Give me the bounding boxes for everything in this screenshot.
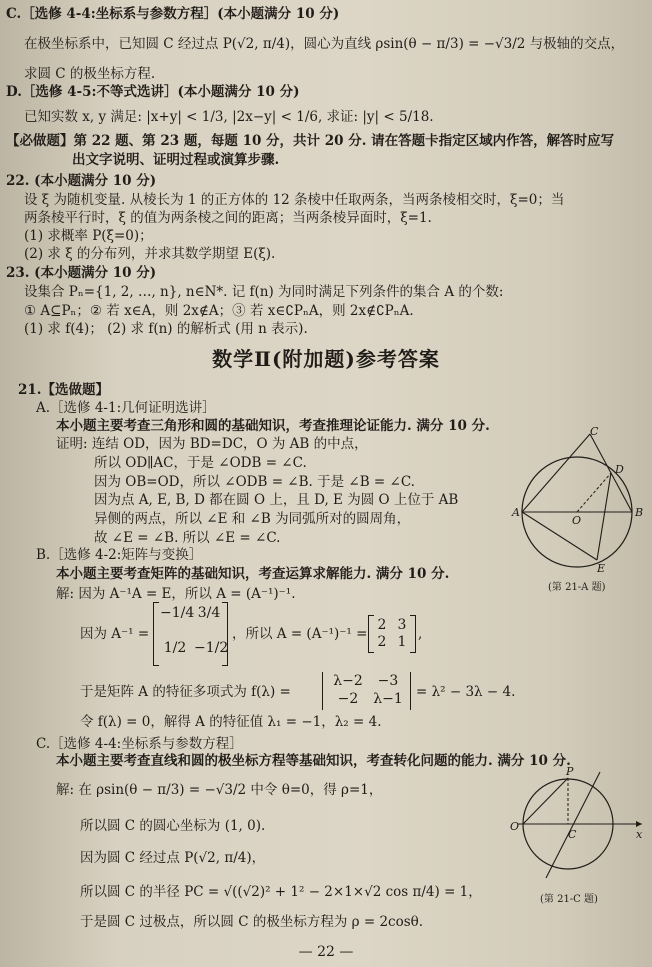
q21c-heading: C.［选修 4-4:坐标系与参数方程］(本小题满分 10 分) xyxy=(6,6,340,22)
matrix-inv-cell-22: −1/2 xyxy=(194,640,229,656)
ans21a-line-5: 异侧的两点，所以 ∠E 和 ∠B 为同弧所对的圆周角， xyxy=(94,511,411,527)
q21d-heading: D.［选修 4-5:不等式选讲］(本小题满分 10 分) xyxy=(6,84,300,100)
ans21c-line-4: 所以圆 C 的半径 PC = √((√2)² + 1² − 2×1×√2 cos π/4) = 1， xyxy=(80,884,482,900)
det-cell-11: λ−2 xyxy=(333,673,363,689)
page-number: — 22 — xyxy=(298,944,354,960)
matrix-inv-cell-21: 1/2 xyxy=(163,640,187,656)
q22-line-4: (2) 求 ξ 的分布列，并求其数学期望 E(ξ). xyxy=(24,246,276,262)
ans21c-line-3: 因为圆 C 经过点 P(√2, π/4)， xyxy=(80,850,266,866)
ans21a-line-4: 因为点 A, E, B, D 都在圆 O 上，且 D, E 为圆 O 上位于 AB xyxy=(94,492,459,508)
ans21b-heading: B.［选修 4-2:矩阵与变换］ xyxy=(36,547,203,563)
fig-a-label-e: E xyxy=(597,562,606,575)
ans21-heading: 21.【选做题】 xyxy=(18,382,109,398)
ans21b-char-poly-result: = λ² − 3λ − 4. xyxy=(416,684,516,700)
matrix-a-cell-11: 2 xyxy=(377,617,387,633)
det-cell-21: −2 xyxy=(337,691,359,707)
q22-line-2: 两条棱平行时，ξ 的值为两条棱之间的距离；当两条棱异面时，ξ=1. xyxy=(24,210,432,226)
q21d-line-1: 已知实数 x, y 满足: |x+y| < 1/3, |2x−y| < 1/6, 求证: |y| < 5/18. xyxy=(24,109,434,125)
q22-line-3: (1) 求概率 P(ξ=0)； xyxy=(24,228,153,244)
det-right-bar xyxy=(410,672,411,710)
q21c-line-1: 在极坐标系中，已知圆 C 经过点 P(√2, π/4)，圆心为直线 ρsin(θ − π/3) = −√3/2 与极轴的交点， xyxy=(24,36,625,52)
matrix-a-cell-22: 1 xyxy=(397,634,407,650)
matrix-a-comma: , xyxy=(418,626,423,642)
q23-heading: 23. (本小题满分 10 分) xyxy=(6,265,157,281)
det-cell-12: −3 xyxy=(377,673,399,689)
ans21c-heading: C.［选修 4-4:坐标系与参数方程］ xyxy=(36,736,243,752)
q23-line-3: (1) 求 f(4)； (2) 求 f(n) 的解析式 (用 n 表示). xyxy=(24,321,308,337)
matrix-a-cell-12: 3 xyxy=(397,617,407,633)
ans21a-line-1: 证明: 连结 OD，因为 BD=DC，O 为 AB 的中点， xyxy=(56,436,368,452)
ans21b-eigenvalues: 令 f(λ) = 0，解得 A 的特征值 λ₁ = −1，λ₂ = 4. xyxy=(80,714,382,730)
q21c-line-2: 求圆 C 的极坐标方程. xyxy=(24,66,156,82)
q23-line-1: 设集合 Pₙ={1, 2, …, n}, n∈N*. 记 f(n) 为同时满足下列条件的集合 A 的个数: xyxy=(24,284,504,300)
fig-a-label-o: O xyxy=(572,514,582,527)
ans21b-line-1: 解: 因为 A⁻¹A = E，所以 A = (A⁻¹)⁻¹. xyxy=(56,586,296,602)
matrix-a-cell-21: 2 xyxy=(377,634,387,650)
ans21c-line-5: 于是圆 C 过极点，所以圆 C 的极坐标方程为 ρ = 2cosθ. xyxy=(80,914,424,930)
matrix-a-right-bracket xyxy=(410,615,416,653)
ans21b-matrix-a-label: ，所以 A = (A⁻¹)⁻¹ = xyxy=(232,626,368,642)
ans21a-line-3: 因为 OB=OD，所以 ∠ODB = ∠B. 于是 ∠B = ∠C. xyxy=(94,474,415,490)
ans21a-intro: 本小题主要考查三角形和圆的基础知识，考查推理论证能力. 满分 10 分. xyxy=(56,418,490,434)
ans21c-intro: 本小题主要考查直线和圆的极坐标方程等基础知识，考查转化问题的能力. 满分 10 分. xyxy=(56,753,571,769)
fig-a-label-a: A xyxy=(512,506,520,519)
fig-a-label-c: C xyxy=(590,425,599,438)
ans21b-intro: 本小题主要考查矩阵的基础知识，考查运算求解能力. 满分 10 分. xyxy=(56,566,450,582)
fig-c-label-c: C xyxy=(568,828,577,841)
figure-21c-geometry xyxy=(508,764,648,886)
ans21a-heading: A.［选修 4-1:几何证明选讲］ xyxy=(36,400,216,416)
ans21a-line-2: 所以 OD∥AC，于是 ∠ODB = ∠C. xyxy=(94,455,307,471)
required-section-line-1: 【必做题】第 22 题、第 23 题，每题 10 分，共计 20 分. 请在答题卡指定区域内作答，解答时应写 xyxy=(6,133,615,149)
q22-heading: 22. (本小题满分 10 分) xyxy=(6,173,157,189)
figure-21c-caption: (第 21-C 题) xyxy=(540,894,598,905)
matrix-inv-cell-11: −1/4 xyxy=(160,605,195,621)
ans21c-line-1: 解: 在 ρsin(θ − π/3) = −√3/2 中令 θ=0，得 ρ=1， xyxy=(56,782,383,798)
ans21a-line-6: 故 ∠E = ∠B. 所以 ∠E = ∠C. xyxy=(94,530,281,546)
figure-21a-caption: (第 21-A 题) xyxy=(548,582,606,593)
det-cell-22: λ−1 xyxy=(373,691,403,707)
q23-line-2: ① A⊆Pₙ；② 若 x∈A，则 2x∉A；③ 若 x∈∁PₙA，则 2x∉∁PₙA. xyxy=(24,303,414,319)
fig-c-label-x: x xyxy=(636,828,643,841)
ans21b-char-poly-label: 于是矩阵 A 的特征多项式为 f(λ) = xyxy=(80,684,291,700)
fig-c-label-o: O xyxy=(510,820,520,833)
required-section-line-2: 出文字说明、证明过程或演算步骤. xyxy=(72,152,280,168)
ans21c-line-2: 所以圆 C 的圆心坐标为 (1, 0). xyxy=(80,818,266,834)
answer-section-title: 数学Ⅱ(附加题)参考答案 xyxy=(212,347,440,371)
figure-21a-geometry xyxy=(512,425,646,575)
det-left-bar xyxy=(322,672,323,710)
matrix-inv-left-bracket xyxy=(153,602,159,666)
fig-a-label-d: D xyxy=(615,463,624,476)
fig-a-label-b: B xyxy=(635,506,644,519)
matrix-inv-cell-12: 3/4 xyxy=(197,605,221,621)
ans21b-inverse-label: 因为 A⁻¹ = xyxy=(80,626,150,642)
fig-c-label-p: P xyxy=(566,765,574,778)
q22-line-1: 设 ξ 为随机变量. 从棱长为 1 的正方体的 12 条棱中任取两条，当两条棱相交时，ξ=0；当 xyxy=(24,192,565,208)
